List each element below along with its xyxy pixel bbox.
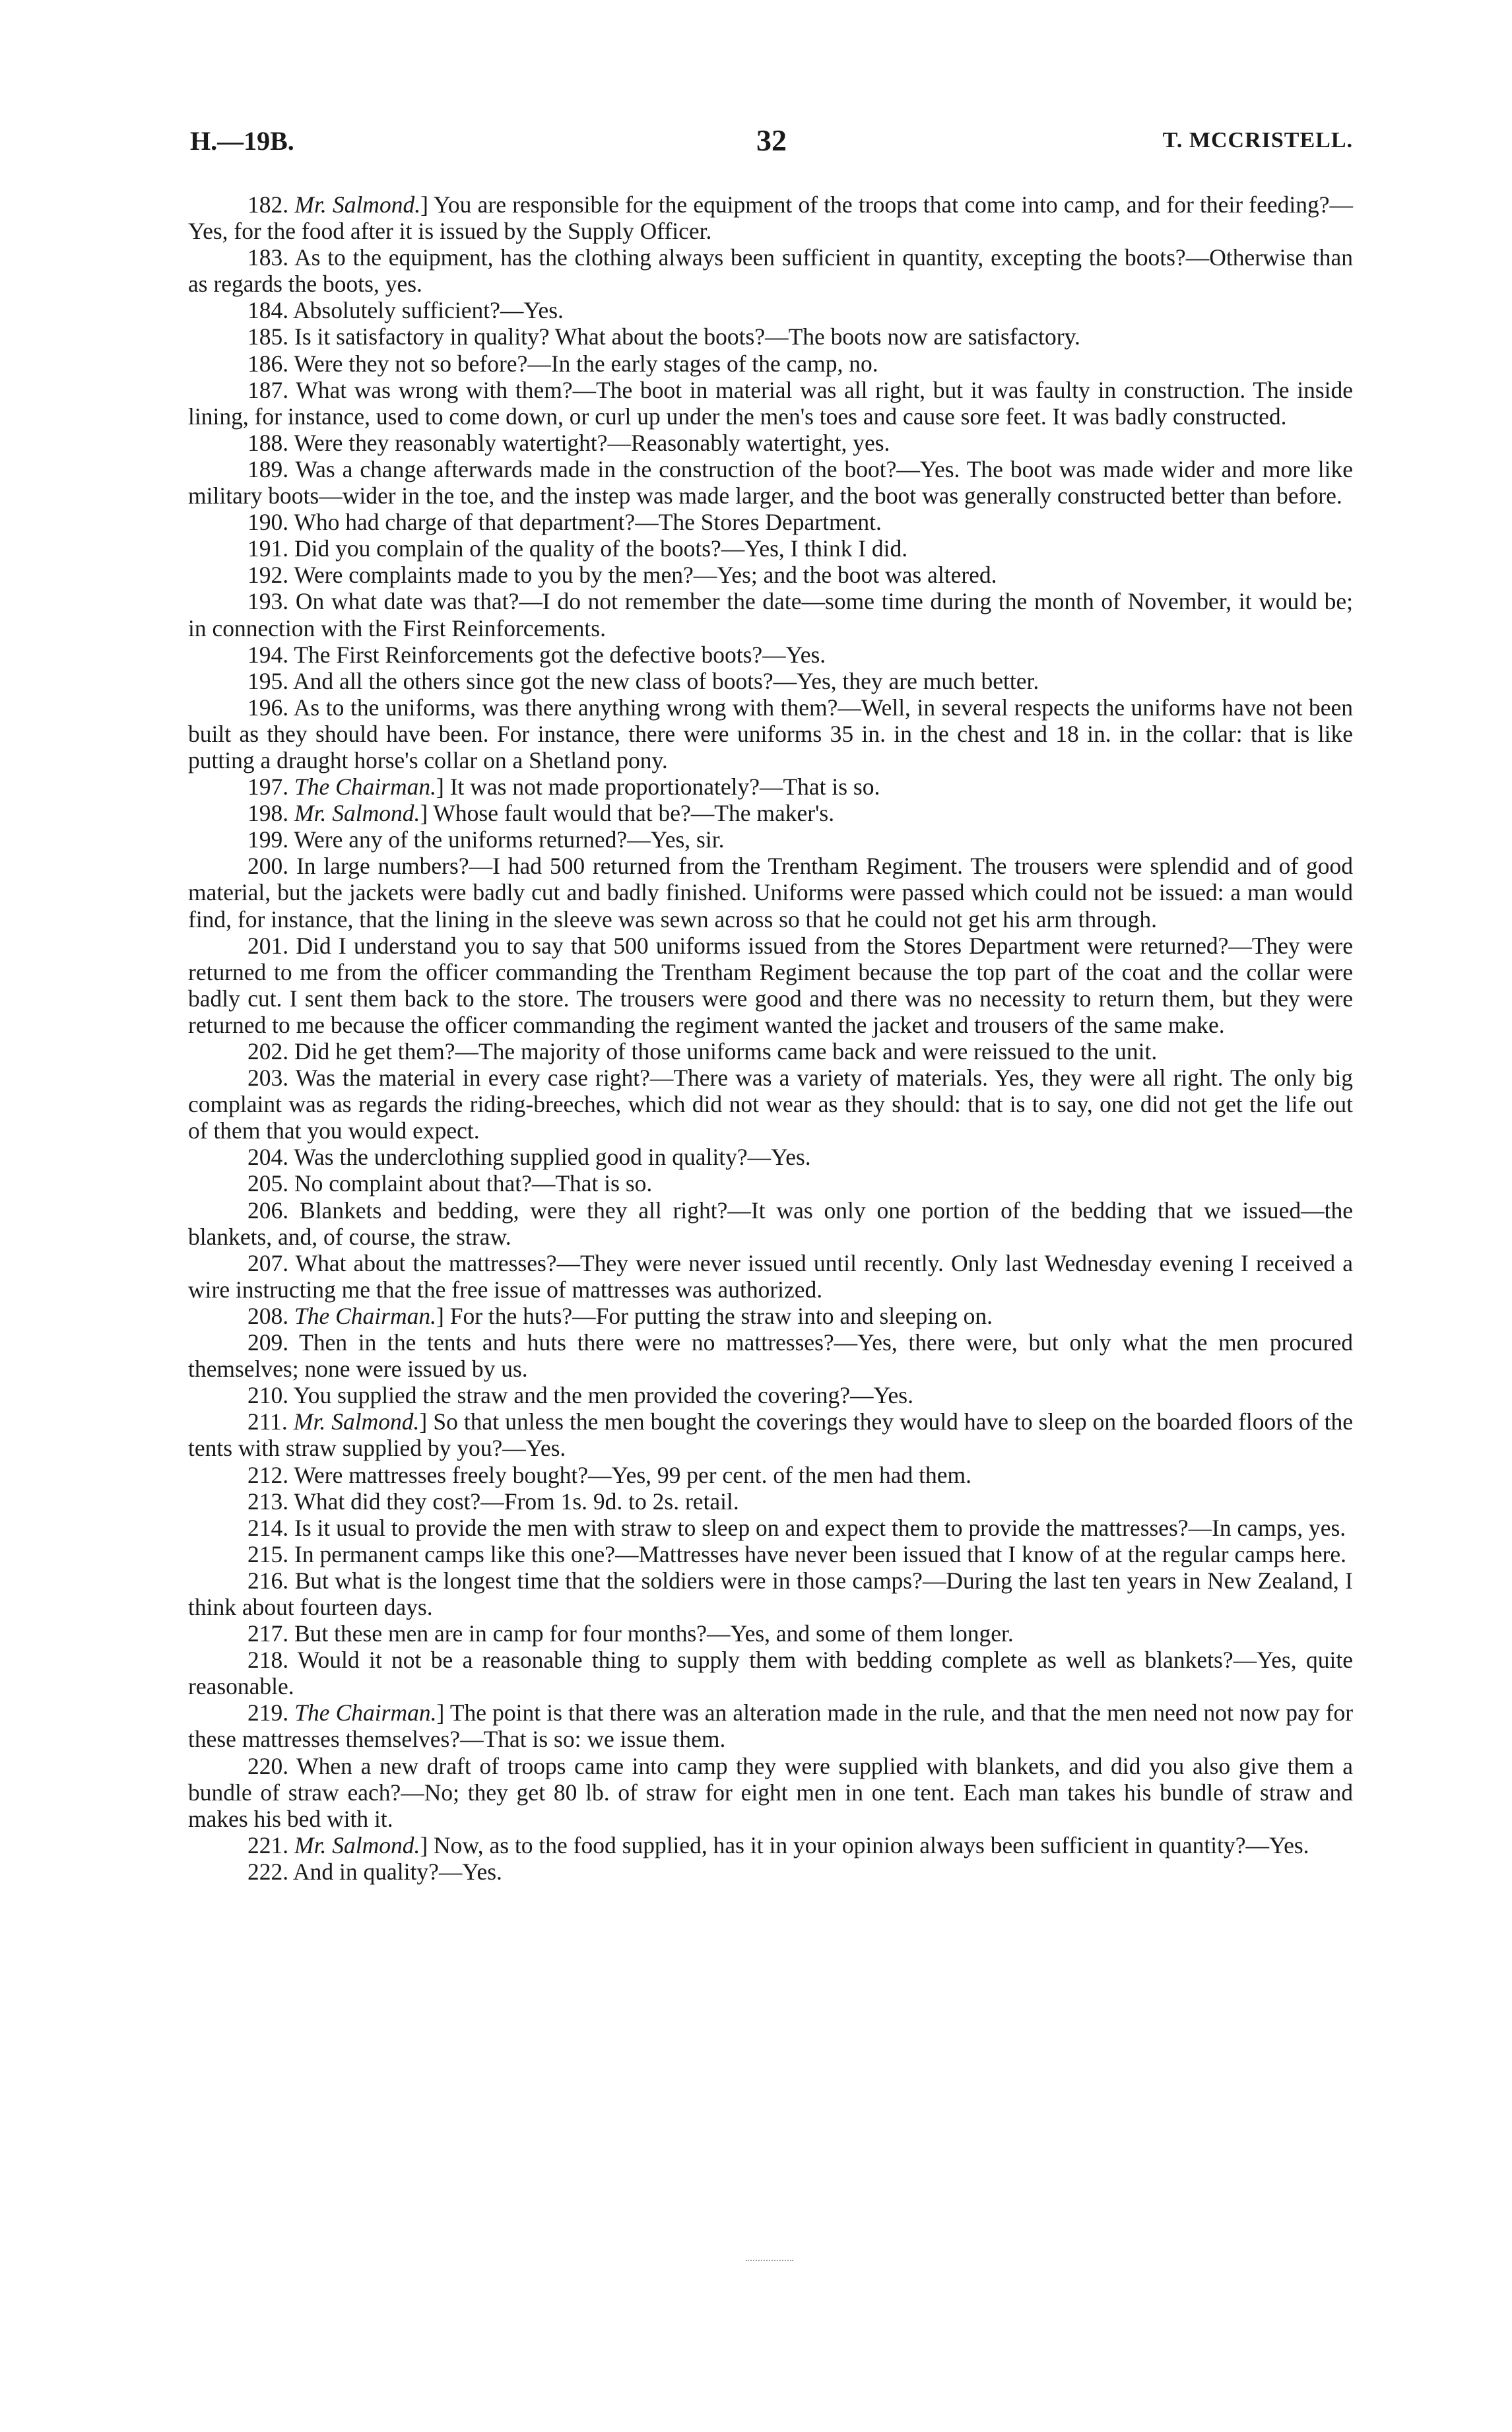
question-text: Then in the tents and huts there were no mattresses?—Yes, there were, but only what the men procured themselves; none were issued by us. bbox=[188, 1329, 1353, 1383]
question-text: In permanent camps like this one?—Mattresses have never been issued that I know of at the regular camps here. bbox=[294, 1540, 1346, 1567]
document-reference: H.—19B. bbox=[190, 126, 294, 156]
question-text: Now, as to the food supplied, has it in your opinion always been sufficient in quantity?—Yes. bbox=[434, 1831, 1309, 1858]
question-paragraph bbox=[188, 1541, 1353, 1567]
question-number: 194. bbox=[247, 641, 289, 668]
question-number: 200. bbox=[247, 853, 289, 880]
question-number: 212. bbox=[247, 1461, 289, 1488]
question-paragraph bbox=[188, 297, 1353, 323]
question-paragraph: 211. Mr. Salmond.] So that unless the men bought the coverings they would have to sleep on the boarded floors of the tents with straw supplied by you?—Yes. bbox=[188, 1408, 1354, 1462]
question-paragraph bbox=[188, 694, 1353, 773]
question-text: Was the material in every case right?—There was a variety of materials. Yes, they were all right. The only big complaint was as regards the riding-breeches, which did not wear as they should: that is to say, one did not get the life out of them that you would expect. bbox=[188, 1065, 1354, 1144]
question-number: 183. bbox=[247, 244, 289, 271]
question-number: 203. bbox=[247, 1065, 289, 1092]
question-text: So that unless the men bought the coverings they would have to sleep on the boarded floors of the tents with straw supplied by you?—Yes. bbox=[188, 1408, 1354, 1462]
question-number: 201. bbox=[247, 932, 289, 959]
question-number: 198. bbox=[247, 800, 289, 827]
question-number: 196. bbox=[247, 694, 289, 721]
question-number: 216. bbox=[247, 1567, 289, 1594]
question-number: 222. bbox=[247, 1858, 289, 1885]
question-paragraph: 198. Mr. Salmond.] Whose fault would that be?—The maker's. bbox=[247, 800, 835, 827]
question-paragraph bbox=[188, 377, 1353, 430]
speaker-name: Mr. Salmond. bbox=[294, 191, 421, 218]
speaker-name: The Chairman. bbox=[294, 1302, 436, 1329]
speaker-name: The Chairman. bbox=[294, 773, 436, 801]
question-text: What about the mattresses?—They were never issued until recently. Only last Wednesday evening I received a wire instructing me that the free issue of mattresses was authorized. bbox=[188, 1249, 1353, 1303]
question-number: 189. bbox=[247, 455, 289, 482]
question-number: 204. bbox=[247, 1144, 289, 1171]
question-text: Did I understand you to say that 500 uniforms issued from the Stores Department were returned?—They were returned to me from the officer commanding the Trentham Regiment because the top part of the coat and the collar were badly cut. I sent them back to the store. The trousers were good and there was no necessity to return them, but they were returned to me because the officer commanding the regiment wanted the jacket and trousers of the same make. bbox=[188, 932, 1354, 1038]
question-text: The point is that there was an alteration made in the rule, and that the men need not now pay for these mattresses themselves?—That is so: we issue them. bbox=[188, 1699, 1354, 1753]
speaker-name: Mr. Salmond. bbox=[294, 800, 420, 827]
question-number: 215. bbox=[247, 1540, 289, 1567]
question-paragraph bbox=[188, 244, 1353, 297]
question-paragraph bbox=[188, 1462, 1353, 1488]
question-number: 199. bbox=[247, 826, 289, 853]
question-text: And in quality?—Yes. bbox=[293, 1858, 502, 1885]
question-paragraph bbox=[188, 1065, 1353, 1144]
question-text: For the huts?—For putting the straw into and sleeping on. bbox=[449, 1302, 993, 1329]
question-number: 205. bbox=[247, 1170, 289, 1197]
question-text: Were they not so before?—In the early stages of the camp, no. bbox=[294, 350, 878, 377]
question-paragraph bbox=[188, 1382, 1353, 1408]
question-number: 209. bbox=[247, 1329, 289, 1356]
question-text: Was a change afterwards made in the construction of the boot?—Yes. The boot was made wider and more like military boots—wider in the toe, and the instep was made larger, and the boot was generally constructed better than before. bbox=[188, 455, 1353, 509]
question-number: 193. bbox=[247, 588, 289, 615]
question-text: Is it usual to provide the men with straw to sleep on and expect them to provide the mattresses?—In camps, yes. bbox=[294, 1514, 1346, 1541]
question-text: Absolutely sufficient?—Yes. bbox=[293, 297, 564, 324]
question-number: 187. bbox=[247, 376, 289, 403]
question-paragraph bbox=[188, 1488, 1353, 1515]
evidence-transcript bbox=[188, 191, 1353, 1885]
question-paragraph bbox=[188, 350, 1353, 377]
question-number: 214. bbox=[247, 1514, 289, 1541]
question-text: What did they cost?—From 1s. 9d. to 2s. retail. bbox=[294, 1488, 739, 1515]
question-paragraph bbox=[188, 826, 1353, 853]
question-number: 219. bbox=[247, 1699, 289, 1726]
question-number: 207. bbox=[247, 1249, 289, 1276]
question-text: But these men are in camp for four months?—Yes, and some of them longer. bbox=[294, 1620, 1014, 1647]
question-text: Were mattresses freely bought?—Yes, 99 per cent. of the men had them. bbox=[294, 1461, 972, 1488]
question-text: You supplied the straw and the men provided the covering?—Yes. bbox=[293, 1382, 913, 1409]
question-paragraph bbox=[188, 1144, 1353, 1170]
question-paragraph bbox=[188, 323, 1353, 350]
question-paragraph bbox=[188, 1647, 1353, 1699]
question-text: Did he get them?—The majority of those uniforms came back and were reissued to the unit. bbox=[294, 1038, 1158, 1065]
question-number: 184. bbox=[247, 297, 289, 324]
speaker-name: The Chairman. bbox=[294, 1699, 437, 1726]
question-number: 202. bbox=[247, 1038, 289, 1065]
question-paragraph bbox=[188, 1038, 1353, 1065]
question-number: 186. bbox=[247, 350, 289, 377]
question-paragraph bbox=[188, 641, 1353, 668]
question-paragraph bbox=[188, 1515, 1353, 1541]
question-text: Was the underclothing supplied good in quality?—Yes. bbox=[294, 1144, 811, 1171]
question-text: But what is the longest time that the soldiers were in those camps?—During the last ten years in New Zealand, I think about fourteen days. bbox=[188, 1567, 1354, 1620]
question-paragraph bbox=[188, 1858, 1353, 1885]
question-number: 218. bbox=[247, 1647, 289, 1674]
question-text: Would it not be a reasonable thing to supply them with bedding complete as well as blankets?—Yes, quite reasonable. bbox=[188, 1647, 1353, 1700]
question-number: 197. bbox=[247, 773, 289, 801]
question-paragraph: 182. Mr. Salmond.] You are responsible for the equipment of the troops that come into camp, and for their feeding?—Yes, for the food after it is issued by the Supply Officer. bbox=[188, 191, 1354, 245]
question-number: 217. bbox=[247, 1620, 289, 1647]
question-text: And all the others since got the new class of boots?—Yes, they are much better. bbox=[293, 667, 1039, 694]
question-number: 206. bbox=[247, 1197, 289, 1224]
question-paragraph bbox=[188, 509, 1353, 535]
question-number: 220. bbox=[247, 1752, 289, 1779]
question-number: 221. bbox=[247, 1831, 289, 1858]
page-number: 32 bbox=[756, 123, 787, 157]
question-paragraph bbox=[188, 588, 1353, 641]
question-number: 190. bbox=[247, 509, 289, 536]
question-paragraph bbox=[188, 430, 1353, 456]
question-paragraph bbox=[188, 1329, 1353, 1382]
question-text: No complaint about that?—That is so. bbox=[294, 1170, 653, 1197]
question-paragraph bbox=[188, 1170, 1353, 1197]
question-paragraph bbox=[188, 853, 1353, 932]
question-paragraph bbox=[188, 1753, 1353, 1832]
question-number: 182. bbox=[247, 191, 289, 218]
question-paragraph: 221. Mr. Salmond.] Now, as to the food supplied, has it in your opinion always been sufficient in quantity?—Yes. bbox=[247, 1831, 1309, 1858]
question-text: Were any of the uniforms returned?—Yes, sir. bbox=[294, 826, 725, 853]
question-text: As to the equipment, has the clothing always been sufficient in quantity, excepting the boots?—Otherwise than as regards the boots, yes. bbox=[188, 244, 1353, 298]
question-number: 195. bbox=[247, 667, 289, 694]
question-text: When a new draft of troops came into camp they were supplied with blankets, and did you also give them a bundle of straw each?—No; they get 80 lb. of straw for eight men in one tent. Each man takes his bundle of straw and makes his bed with it. bbox=[188, 1752, 1353, 1832]
question-text: Were complaints made to you by the men?—Yes; and the boot was altered. bbox=[294, 562, 997, 589]
question-paragraph bbox=[188, 562, 1353, 588]
question-text: What was wrong with them?—The boot in material was all right, but it was faulty in construction. The inside lining, for instance, used to come down, or curl up under the men's toes and cause sore feet. It was badly constructed. bbox=[188, 376, 1354, 430]
question-text: Were they reasonably watertight?—Reasonably watertight, yes. bbox=[294, 429, 890, 456]
question-number: 211. bbox=[247, 1408, 288, 1435]
question-text: Whose fault would that be?—The maker's. bbox=[433, 800, 835, 827]
question-text: As to the uniforms, was there anything wrong with them?—Well, in several respects the uniforms have not been built as they should have been. For instance, there were uniforms 35 in. in the chest and 18 in. in the collar: that is like putting a draught horse's collar on a Shetland pony. bbox=[188, 694, 1353, 773]
question-text: Did you complain of the quality of the boots?—Yes, I think I did. bbox=[294, 535, 908, 562]
question-text: In large numbers?—I had 500 returned from the Trentham Regiment. The trousers were splendid and of good material, but the jackets were badly cut and badly finished. Uniforms were passed which could not be issued: a man would find, for instance, that the lining in the sleeve was sewn across so that he could not get his arm through. bbox=[188, 853, 1354, 933]
question-paragraph bbox=[188, 933, 1353, 1038]
question-number: 208. bbox=[247, 1302, 289, 1329]
speaker-name: Mr. Salmond. bbox=[293, 1408, 420, 1435]
question-paragraph bbox=[188, 1250, 1353, 1303]
question-number: 210. bbox=[247, 1382, 289, 1409]
question-text: Blankets and bedding, were they all right?—It was only one portion of the bedding that we issued—the blankets, and, of course, the straw. bbox=[188, 1197, 1354, 1250]
question-paragraph bbox=[188, 456, 1353, 509]
question-number: 192. bbox=[247, 562, 289, 589]
question-paragraph: 208. The Chairman.] For the huts?—For putting the straw into and sleeping on. bbox=[247, 1302, 993, 1329]
question-number: 188. bbox=[247, 429, 289, 456]
question-paragraph bbox=[188, 1197, 1353, 1250]
question-text: Who had charge of that department?—The Stores Department. bbox=[294, 509, 882, 536]
page-header bbox=[190, 125, 1353, 172]
question-paragraph bbox=[188, 668, 1353, 694]
question-number: 185. bbox=[247, 323, 289, 350]
question-paragraph: 219. The Chairman.] The point is that there was an alteration made in the rule, and that the men need not now pay for these mattresses themselves?—That is so: we issue them. bbox=[188, 1699, 1354, 1753]
speaker-name: Mr. Salmond. bbox=[294, 1831, 420, 1858]
question-text: Is it satisfactory in quality? What about the boots?—The boots now are satisfactory. bbox=[294, 323, 1080, 350]
question-text: The First Reinforcements got the defective boots?—Yes. bbox=[294, 641, 826, 668]
question-number: 191. bbox=[247, 535, 289, 562]
question-text: On what date was that?—I do not remember the date—some time during the month of November, it would be; in connection with the First Reinforcements. bbox=[188, 588, 1353, 641]
question-paragraph bbox=[188, 1567, 1353, 1620]
witness-name: T. MCCRISTELL. bbox=[1162, 128, 1353, 152]
question-paragraph bbox=[188, 1620, 1353, 1647]
question-paragraph bbox=[188, 535, 1353, 562]
question-text: It was not made proportionately?—That is so. bbox=[449, 773, 880, 801]
question-paragraph: 197. The Chairman.] It was not made proportionately?—That is so. bbox=[247, 773, 880, 801]
question-text: You are responsible for the equipment of the troops that come into camp, and for their feeding?—Yes, for the food after it is issued by the Supply Officer. bbox=[188, 191, 1354, 245]
question-number: 213. bbox=[247, 1488, 289, 1515]
printer-mark bbox=[746, 2260, 793, 2263]
